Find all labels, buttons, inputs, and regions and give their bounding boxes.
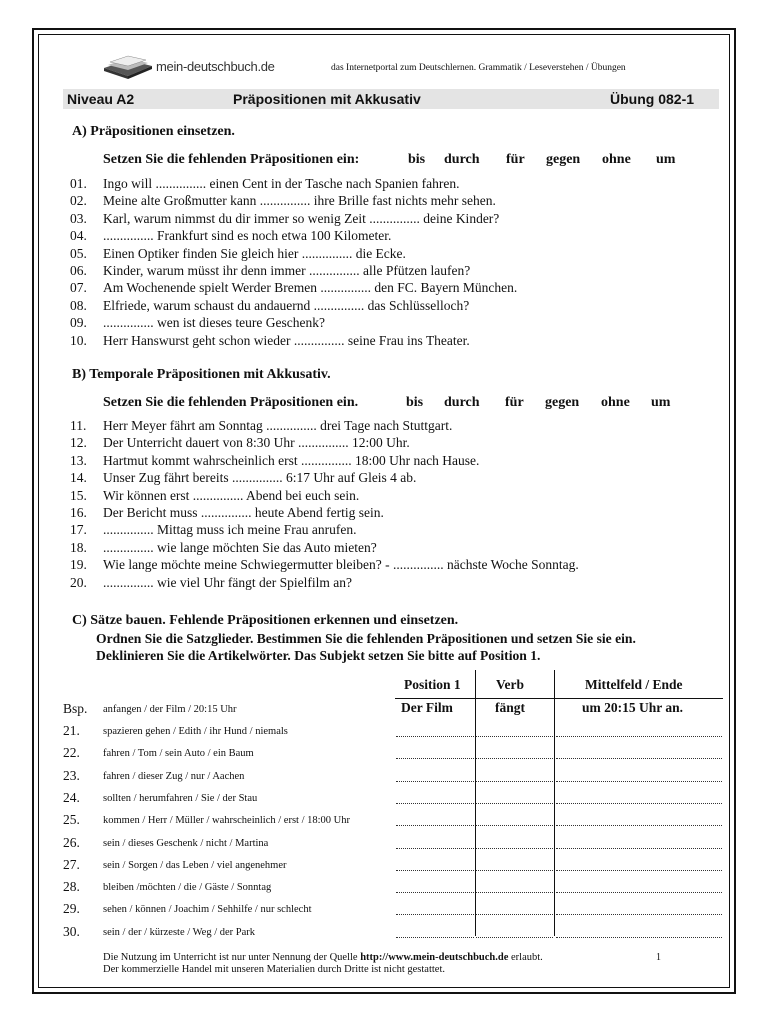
column-header-position1: Position 1	[404, 677, 461, 692]
answer-blank-position1[interactable]	[396, 936, 474, 938]
word-bank-item: für	[506, 152, 525, 167]
answer-blank-rest[interactable]	[556, 780, 722, 782]
section-b-list	[70, 417, 720, 591]
exercise-item: 09. ............... wen ist dieses teure Geschenk?	[70, 315, 325, 331]
exercise-item: 19. Wie lange möchte meine Schwiegermutter bleiben? - ............... nächste Woche Sonntag.	[70, 557, 579, 573]
row-number: 25.	[63, 812, 80, 828]
answer-blank-verb[interactable]	[476, 913, 553, 915]
column-header-rest: Mittelfeld / Ende	[585, 677, 683, 692]
exercise-item: 10. Herr Hanswurst geht schon wieder ............... seine Frau ins Theater.	[70, 332, 470, 348]
sentence-parts: fahren / Tom / sein Auto / ein Baum	[103, 748, 254, 760]
answer-blank-rest[interactable]	[556, 824, 722, 826]
exercise-item: 04. ............... Frankfurt sind es noch etwa 100 Kilometer.	[70, 228, 392, 244]
example-rest: um 20:15 Uhr an.	[582, 700, 684, 715]
answer-blank-verb[interactable]	[476, 869, 553, 871]
exercise-item: 06. Kinder, warum müsst ihr denn immer ............... alle Pfützen laufen?	[70, 262, 471, 278]
answer-blank-verb[interactable]	[476, 891, 553, 893]
answer-blank-position1[interactable]	[396, 824, 474, 826]
sentence-parts: sein / dieses Geschenk / nicht / Martina	[103, 837, 269, 849]
answer-blank-verb[interactable]	[476, 780, 553, 782]
table-row	[63, 810, 723, 832]
exercise-item: 14. Unser Zug fährt bereits ............... 6:17 Uhr auf Gleis 4 ab.	[70, 470, 417, 486]
answer-blank-position1[interactable]	[396, 802, 474, 804]
row-number: 21.	[63, 723, 80, 738]
answer-blank-verb[interactable]	[476, 735, 553, 737]
sentence-parts: sein / der / kürzeste / Weg / der Park	[103, 926, 256, 938]
exercise-item: 18. ............... wie lange möchten Sie das Auto mieten?	[70, 539, 377, 555]
answer-blank-position1[interactable]	[396, 913, 474, 915]
row-number: 27.	[63, 856, 80, 872]
answer-blank-verb[interactable]	[476, 757, 553, 759]
row-number: Bsp.	[63, 701, 88, 716]
table-row	[63, 766, 723, 788]
source-link[interactable]: http://www.mein-deutschbuch.de	[360, 952, 509, 963]
table-row	[63, 855, 723, 877]
word-bank-item: für	[505, 395, 524, 410]
exercise-item: 02. Meine alte Großmutter kann ............... ihre Brille fast nichts mehr sehen.	[70, 193, 496, 209]
row-number: 22.	[63, 745, 80, 761]
answer-blank-position1[interactable]	[396, 757, 474, 759]
table-row	[63, 743, 723, 765]
row-number: 28.	[63, 879, 80, 895]
sentence-parts: anfangen / der Film / 20:15 Uhr	[103, 704, 237, 715]
row-number: 29.	[63, 901, 80, 917]
word-bank-item: um	[651, 395, 671, 410]
table-row	[63, 721, 723, 743]
answer-blank-rest[interactable]	[556, 936, 722, 938]
table-row	[63, 922, 723, 944]
answer-blank-rest[interactable]	[556, 891, 722, 893]
example-verb: fängt	[495, 700, 525, 715]
answer-blank-rest[interactable]	[556, 735, 722, 737]
word-bank-item: ohne	[602, 152, 631, 167]
word-bank-item: durch	[444, 152, 480, 167]
answer-blank-position1[interactable]	[396, 869, 474, 871]
exercise-item: 13. Hartmut kommt wahrscheinlich erst ............... 18:00 Uhr nach Hause.	[70, 452, 480, 468]
word-bank-item: gegen	[546, 152, 581, 167]
section-a-word-bank	[408, 152, 708, 170]
section-a-list	[70, 175, 720, 349]
answer-blank-position1[interactable]	[396, 891, 474, 893]
table-row	[63, 788, 723, 810]
sentence-parts: fahren / dieser Zug / nur / Aachen	[103, 770, 245, 782]
answer-blank-rest[interactable]	[556, 913, 722, 915]
answer-blank-verb[interactable]	[476, 847, 553, 849]
table-row	[63, 877, 723, 899]
sentence-parts: bleiben /möchten / die / Gäste / Sonntag	[103, 882, 272, 894]
exercise-item: 12. Der Unterricht dauert von 8:30 Uhr ............... 12:00 Uhr.	[70, 435, 410, 451]
exercise-item: 07. Am Wochenende spielt Werder Bremen ............... den FC. Bayern München.	[70, 280, 518, 296]
answer-blank-rest[interactable]	[556, 757, 722, 759]
column-header-verb: Verb	[496, 677, 525, 692]
exercise-item: 15. Wir können erst ............... Abend bei euch sein.	[70, 487, 360, 503]
table-row	[63, 899, 723, 921]
answer-blank-verb[interactable]	[476, 936, 553, 938]
page-number: 1	[656, 952, 661, 963]
sentence-parts: sehen / können / Joachim / Sehhilfe / nur schlecht	[103, 904, 312, 916]
sentence-table	[63, 670, 723, 938]
exercise-item: 17. ............... Mittag muss ich meine Frau anrufen.	[70, 522, 357, 538]
level-label: Niveau A2	[67, 91, 135, 107]
word-bank-item: gegen	[545, 395, 580, 410]
exercise-item: 20. ............... wie viel Uhr fängt der Spielfilm an?	[70, 574, 352, 590]
word-bank-item: bis	[408, 152, 426, 167]
exercise-item: 05. Einen Optiker finden Sie gleich hier ............... die Ecke.	[70, 245, 406, 261]
answer-blank-position1[interactable]	[396, 780, 474, 782]
section-b-word-bank	[406, 395, 706, 413]
exercise-item: 01. Ingo will ............... einen Cent in der Tasche nach Spanien fahren.	[70, 176, 460, 191]
exercise-item: 11. Herr Meyer fährt am Sonntag ............... drei Tage nach Stuttgart.	[70, 418, 453, 433]
logo-wordmark: mein-deutschbuch.de	[156, 59, 275, 74]
exercise-item: 08. Elfriede, warum schaust du andauernd ............... das Schlüsselloch?	[70, 297, 470, 313]
tagline: das Internetportal zum Deutschlernen. Grammatik / Leseverstehen / Übungen	[331, 63, 626, 73]
answer-blank-position1[interactable]	[396, 847, 474, 849]
sentence-parts: sollten / herumfahren / Sie / der Stau	[103, 792, 258, 804]
row-number: 26.	[63, 834, 80, 850]
row-number: 24.	[63, 789, 80, 805]
table-row	[63, 833, 723, 855]
section-c-instruction-2: Deklinieren Sie die Artikelwörter. Das Subjekt setzen Sie bitte auf Position 1.	[96, 648, 541, 663]
book-logo-icon	[102, 50, 154, 80]
section-c-heading: C) Sätze bauen. Fehlende Präpositionen erkennen und einsetzen.	[72, 613, 459, 628]
exercise-item: 16. Der Bericht muss ............... heute Abend fertig sein.	[70, 504, 384, 520]
word-bank-item: um	[656, 152, 676, 167]
section-c-instruction-1: Ordnen Sie die Satzglieder. Bestimmen Sie die fehlenden Präpositionen und setzen Sie sie ein.	[96, 631, 636, 646]
title-bar	[63, 89, 719, 109]
section-a-instruction: Setzen Sie die fehlenden Präpositionen ein:	[103, 152, 360, 167]
exercise-number: Übung 082-1	[610, 91, 695, 107]
word-bank-item: bis	[406, 395, 424, 410]
answer-blank-verb[interactable]	[476, 824, 553, 826]
header	[100, 46, 730, 86]
worksheet-title: Präpositionen mit Akkusativ	[233, 91, 421, 107]
word-bank-item: ohne	[601, 395, 630, 410]
section-a-heading: A) Präpositionen einsetzen.	[72, 124, 235, 139]
exercise-item: 03. Karl, warum nimmst du dir immer so wenig Zeit ............... deine Kinder?	[70, 210, 500, 226]
answer-blank-rest[interactable]	[556, 847, 722, 849]
sentence-parts: sein / Sorgen / das Leben / viel angenehmer	[103, 859, 287, 871]
example-row	[63, 699, 723, 721]
row-number: 30.	[63, 923, 80, 939]
example-position1: Der Film	[401, 700, 453, 715]
answer-blank-position1[interactable]	[396, 735, 474, 737]
section-b-heading: B) Temporale Präpositionen mit Akkusativ.	[72, 367, 331, 382]
section-b-instruction: Setzen Sie die fehlenden Präpositionen ein.	[103, 395, 359, 410]
footer-notice: Die Nutzung im Unterricht ist nur unter Nennung der Quelle http://www.mein-deutschbuch.de erlaubt. Der kommerzielle Handel mit unseren Materialien durch Dritte ist nicht gestattet.	[103, 952, 543, 975]
answer-blank-verb[interactable]	[476, 802, 553, 804]
sentence-parts: kommen / Herr / Müller / wahrscheinlich / erst / 18:00 Uhr	[103, 815, 350, 827]
answer-blank-rest[interactable]	[556, 802, 722, 804]
row-number: 23.	[63, 767, 80, 783]
word-bank-item: durch	[444, 395, 480, 410]
answer-blank-rest[interactable]	[556, 869, 722, 871]
sentence-parts: spazieren gehen / Edith / ihr Hund / niemals	[103, 726, 288, 737]
